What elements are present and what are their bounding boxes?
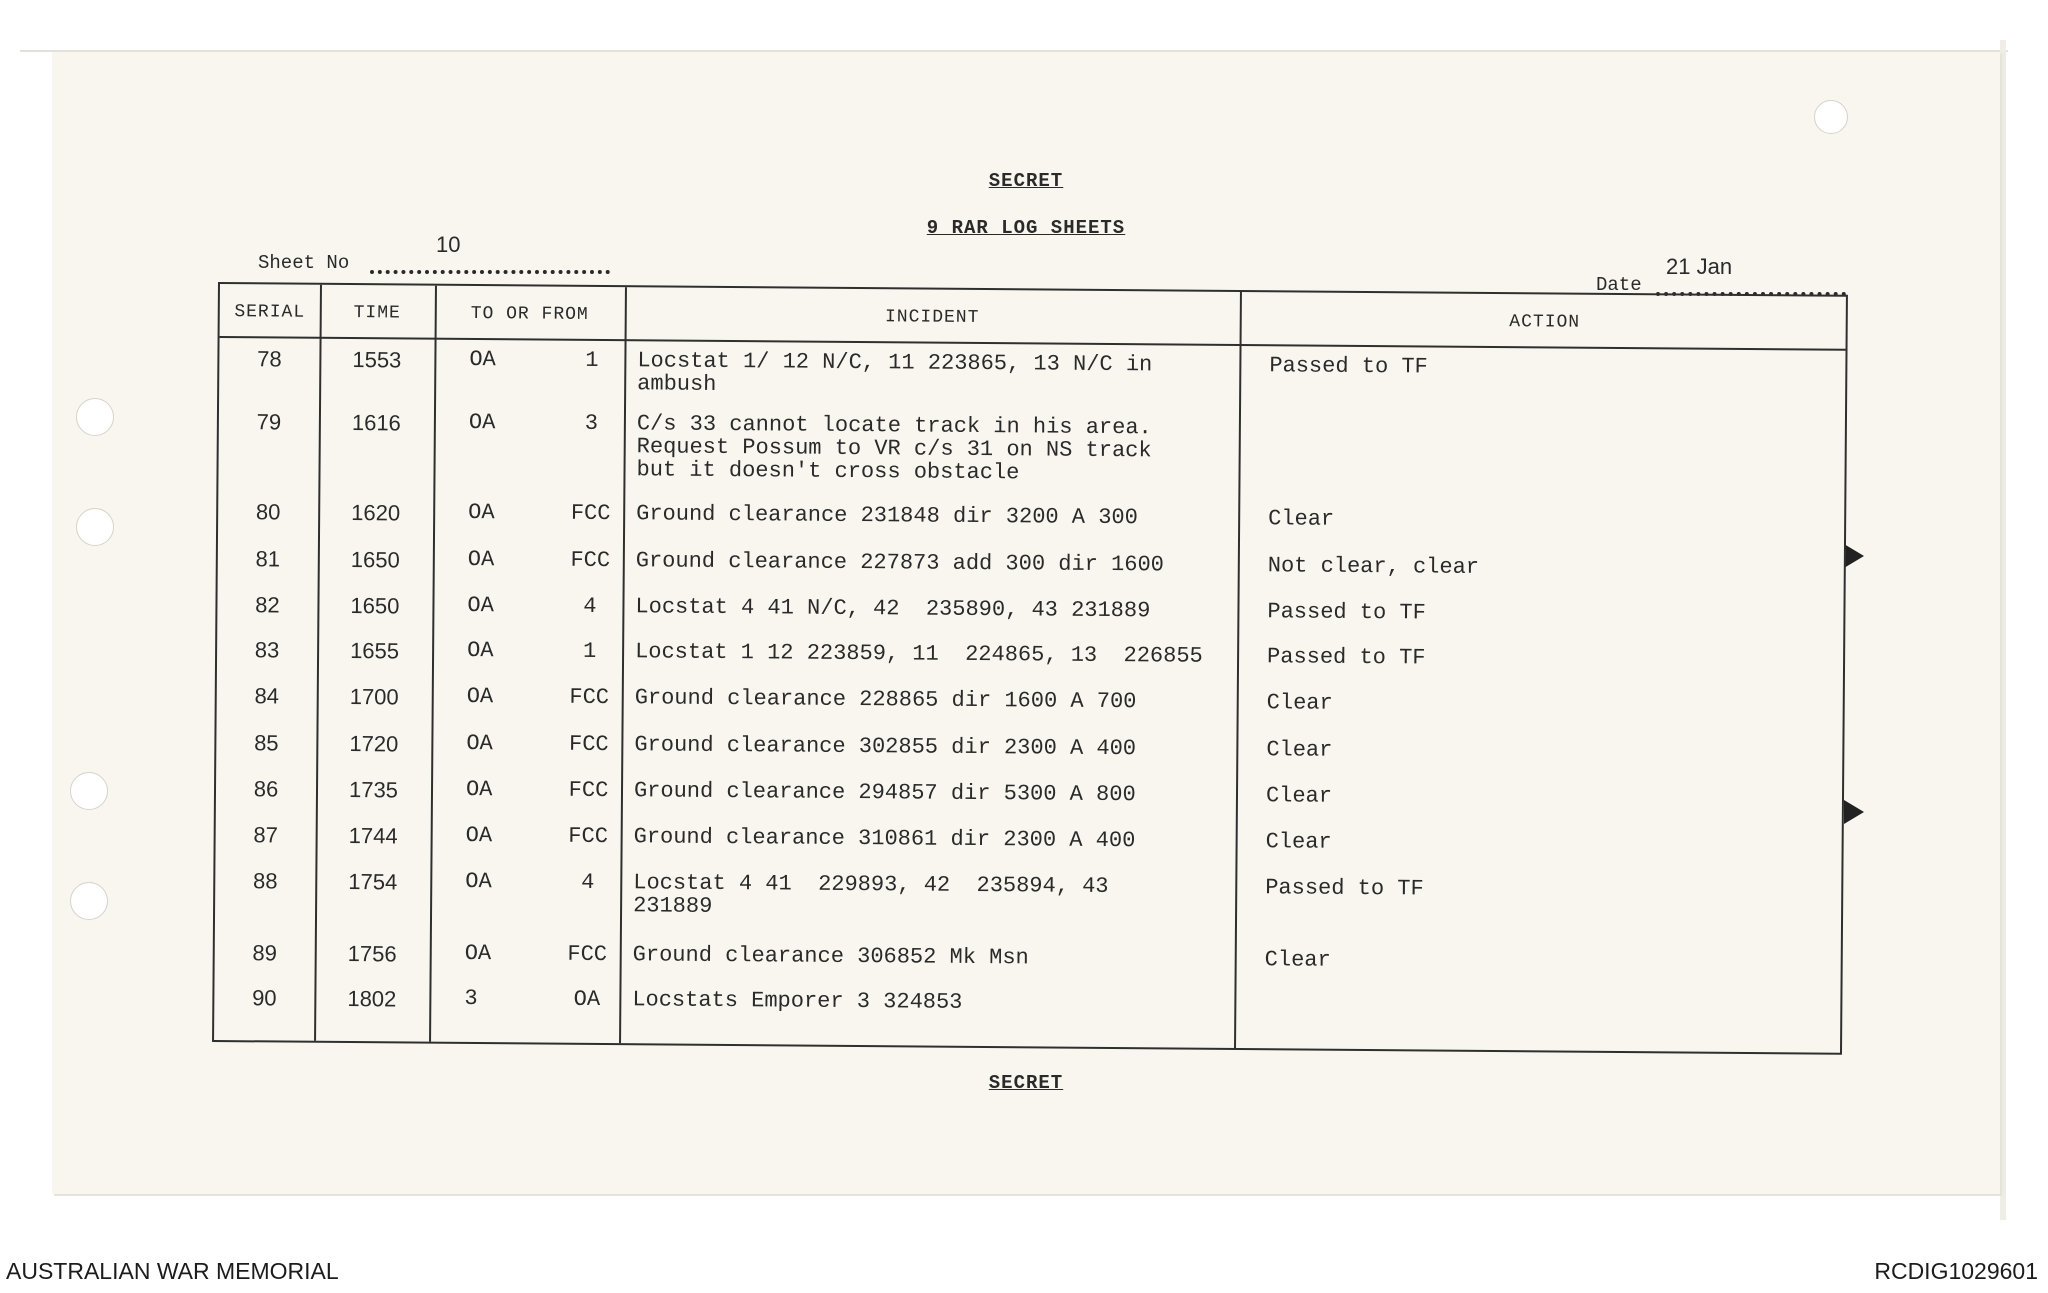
header-time: TIME [353, 303, 401, 324]
classification-bottom: SECRET [988, 1072, 1064, 1094]
serial-cell: 86 [253, 776, 279, 802]
incident-cell: Locstats Emporer 3 324853 [632, 987, 963, 1015]
incident-cell: Ground clearance 228865 dir 1600 A 700 [634, 685, 1137, 715]
log-table [212, 282, 1848, 1055]
column-divider [619, 287, 627, 1043]
to-cell: OA [464, 940, 492, 967]
action-cell: Passed to TF [1265, 875, 1424, 902]
from-cell: 4 [583, 593, 597, 619]
to-cell: OA [465, 868, 492, 895]
from-cell: 1 [582, 638, 597, 664]
time-cell: 1700 [349, 684, 399, 710]
time-cell: 1553 [352, 347, 402, 373]
incident-cell: Locstat 4 41 N/C, 42 235890, 43 231889 [635, 594, 1151, 624]
sheet-no-value: 10 [436, 232, 461, 257]
from-cell: FCC [568, 731, 609, 758]
from-cell: FCC [570, 500, 611, 527]
to-cell: OA [467, 637, 494, 664]
page-title: 9 RAR LOG SHEETS [926, 217, 1126, 239]
action-cell [1269, 417, 1829, 421]
serial-cell: 78 [257, 346, 282, 372]
action-cell: Not clear, clear [1267, 553, 1480, 580]
from-cell: 1 [585, 347, 599, 373]
sheet-no-dotted-line [370, 270, 610, 274]
incident-cell: C/s 33 cannot locate track in his area. Request Possum to VR c/s 31 on NS track but it doesn't cross obstacle [636, 411, 1152, 486]
action-cell: Clear [1265, 829, 1332, 855]
header-incident: INCIDENT [884, 307, 980, 328]
date-value: 21 Jan [1666, 254, 1733, 279]
time-cell: 1735 [348, 777, 399, 803]
punch-hole [70, 772, 108, 810]
incident-cell: Ground clearance 227873 add 300 dir 1600 [635, 548, 1164, 578]
classification-top: SECRET [988, 170, 1064, 192]
action-cell: Passed to TF [1269, 353, 1428, 380]
serial-cell: 83 [254, 637, 280, 663]
time-cell: 1720 [349, 731, 399, 757]
incident-cell: Ground clearance 294857 dir 5300 A 800 [633, 778, 1136, 808]
incident-cell: Ground clearance 306852 Mk Msn [632, 942, 1029, 971]
incident-cell: Ground clearance 231848 dir 3200 A 300 [636, 501, 1138, 531]
from-cell: FCC [568, 777, 609, 804]
serial-cell: 87 [253, 822, 278, 848]
to-cell: 3 [464, 985, 478, 1012]
incident-cell: Locstat 4 41 229893, 42 235894, 43 231889 [633, 870, 1109, 919]
serial-cell: 85 [254, 730, 279, 756]
to-cell: OA [467, 546, 495, 573]
incident-cell: Ground clearance 302855 dir 2300 A 400 [634, 732, 1137, 762]
to-cell: OA [467, 592, 494, 619]
incident-cell: Locstat 1/ 12 N/C, 11 223865, 13 N/C in ambush [637, 348, 1153, 397]
header-serial: SERIAL [234, 302, 306, 323]
institution-label: AUSTRALIAN WAR MEMORIAL [6, 1258, 339, 1284]
time-cell: 1655 [350, 638, 400, 664]
from-cell: FCC [567, 941, 608, 968]
to-cell: OA [468, 409, 496, 436]
from-cell: FCC [568, 823, 609, 850]
time-cell: 1744 [348, 823, 398, 849]
action-cell: Clear [1265, 783, 1333, 809]
action-cell: Passed to TF [1267, 599, 1426, 626]
record-id: RCDIG1029601 [1874, 1258, 2038, 1284]
time-cell: 1756 [347, 941, 397, 967]
time-cell: 1754 [348, 869, 398, 895]
margin-mark [1844, 800, 1864, 824]
header-to-or-from: TO OR FROM [470, 303, 589, 325]
time-cell: 1802 [347, 986, 397, 1012]
time-cell: 1620 [351, 500, 401, 526]
serial-cell: 79 [256, 409, 282, 435]
punch-hole [76, 398, 114, 436]
to-cell: OA [465, 776, 493, 803]
serial-cell: 80 [255, 499, 281, 525]
incident-cell: Ground clearance 310861 dir 2300 A 400 [633, 824, 1136, 854]
serial-cell: 90 [252, 985, 277, 1011]
time-cell: 1650 [350, 593, 400, 619]
from-cell: OA [573, 986, 601, 1013]
header-action: ACTION [1509, 312, 1581, 333]
action-cell: Clear [1268, 506, 1335, 532]
time-cell: 1650 [350, 547, 400, 573]
from-cell: 4 [581, 869, 595, 895]
column-divider [1234, 292, 1242, 1048]
serial-cell: 88 [252, 868, 278, 894]
to-cell: OA [465, 822, 493, 849]
header-divider [220, 336, 1846, 351]
from-cell: FCC [570, 547, 611, 574]
sheet-no-label: Sheet No [258, 252, 350, 274]
time-cell: 1616 [351, 410, 401, 436]
to-cell: OA [469, 346, 496, 373]
punch-hole [76, 508, 114, 546]
action-cell: Clear [1264, 947, 1331, 973]
to-cell: OA [466, 683, 494, 710]
serial-cell: 82 [255, 592, 280, 618]
serial-cell: 81 [255, 546, 281, 572]
date-label: Date [1596, 274, 1642, 296]
punch-hole [70, 882, 108, 920]
punch-hole [1814, 100, 1848, 134]
serial-cell: 84 [254, 683, 280, 709]
paper-right-edge [2000, 40, 2006, 1220]
to-cell: OA [466, 730, 493, 757]
from-cell: FCC [569, 684, 610, 711]
incident-cell: Locstat 1 12 223859, 11 224865, 13 226855 [635, 639, 1203, 669]
action-cell: Passed to TF [1266, 644, 1426, 671]
to-cell: OA [468, 499, 495, 526]
action-cell [1264, 993, 1824, 997]
serial-cell: 89 [252, 940, 278, 966]
action-cell: Clear [1266, 737, 1333, 763]
margin-mark [1844, 544, 1864, 568]
from-cell: 3 [584, 410, 599, 436]
action-cell: Clear [1266, 690, 1333, 716]
